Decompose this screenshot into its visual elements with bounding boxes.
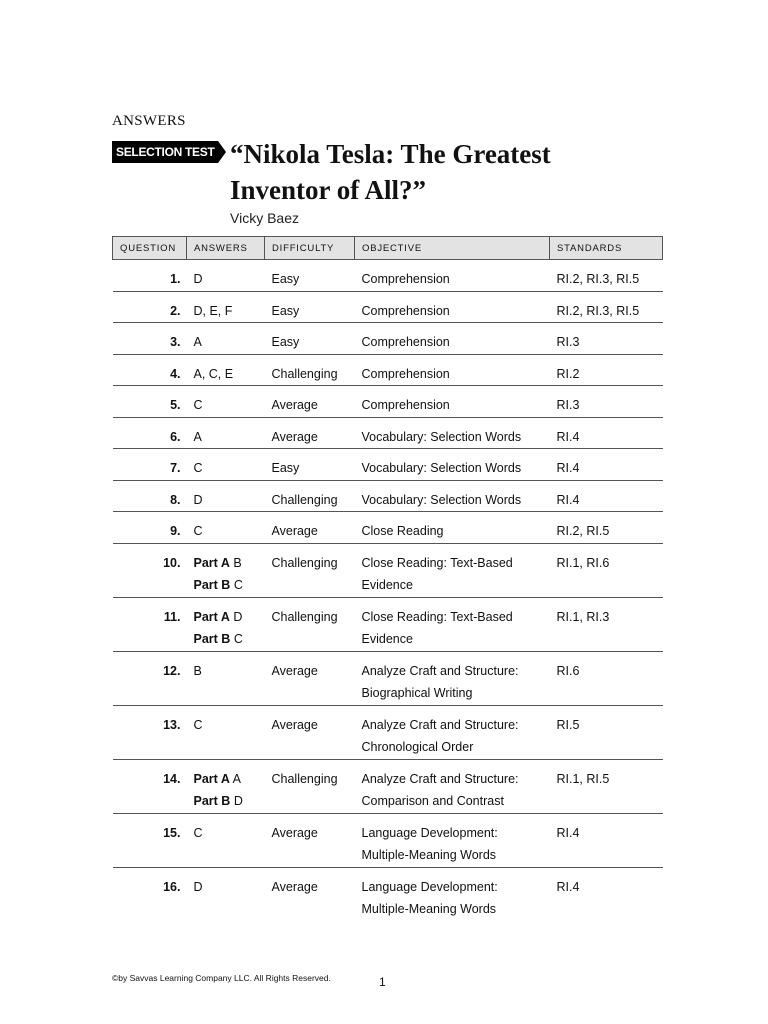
objective-line: Evidence [361,632,413,646]
difficulty-cell: Average [265,417,355,449]
answer-part-label: Part B [193,632,231,646]
question-number-cell: 12. [113,651,187,705]
difficulty-cell: Average [265,386,355,418]
difficulty-cell: Challenging [265,759,355,813]
difficulty-cell: Challenging [265,354,355,386]
answer-value: D, E, F [193,303,233,318]
answer-part-label: Part B [193,794,231,808]
answer-cell [187,597,265,651]
standards-cell: RI.5 [550,705,663,759]
objective-line: Analyze Craft and Structure: [361,771,519,786]
answer-cell [187,354,265,386]
answer-value: B [193,663,202,678]
title-line-1: “Nikola Tesla: The Greatest [230,139,551,169]
objective-line: Language Development: [361,825,498,840]
question-number-cell: 3. [113,323,187,355]
objective-cell [355,260,550,292]
objective-line: Close Reading: Text-Based [361,609,513,624]
tag-arrow-icon [218,141,226,163]
table-row [113,759,663,813]
selection-test-tag-label: SELECTION TEST [112,141,218,163]
answer-part-value: D [233,794,243,808]
answer-value: C [193,717,203,732]
question-number-cell: 4. [113,354,187,386]
objective-line: Language Development: [361,879,498,894]
objective-cell [355,512,550,544]
table-row [113,291,663,323]
answer-cell [187,759,265,813]
standards-cell: RI.3 [550,386,663,418]
difficulty-cell: Easy [265,449,355,481]
objective-line: Analyze Craft and Structure: [361,717,519,732]
difficulty-cell: Average [265,651,355,705]
question-number-cell: 14. [113,759,187,813]
question-number-cell: 6. [113,417,187,449]
objective-cell [355,323,550,355]
answer-cell [187,417,265,449]
page-number: 1 [379,975,386,989]
table-row [113,323,663,355]
answer-part-label: Part A [193,555,230,570]
answer-cell [187,386,265,418]
objective-line: Biographical Writing [361,686,473,700]
question-number-cell: 5. [113,386,187,418]
objective-cell [355,449,550,481]
answer-value: C [193,524,203,538]
answer-value: C [193,825,203,840]
objective-line: Comprehension [361,303,450,318]
standards-cell: RI.4 [550,813,663,867]
objective-cell [355,651,550,705]
standards-cell: RI.1, RI.3 [550,597,663,651]
question-number-cell: 2. [113,291,187,323]
answer-part-value: C [233,578,243,592]
objective-line: Analyze Craft and Structure: [361,663,519,678]
table-row [113,867,663,921]
difficulty-cell: Challenging [265,543,355,597]
standards-cell: RI.2 [550,354,663,386]
objective-cell [355,813,550,867]
table-row [113,705,663,759]
objective-line: Multiple-Meaning Words [361,902,497,916]
difficulty-cell: Average [271,879,318,894]
question-number-cell: 1. [113,260,187,292]
answer-value: C [193,461,203,475]
difficulty-cell: Challenging [265,480,355,512]
answer-part-value: A [232,771,241,786]
standards-cell: RI.4 [550,449,663,481]
objective-line: Chronological Order [361,740,474,754]
standards-cell: RI.4 [550,480,663,512]
difficulty-cell: Average [265,512,355,544]
question-number-cell: 9. [113,512,187,544]
table-row [113,260,663,292]
answer-cell [187,480,265,512]
standards-cell: RI.4 [550,417,663,449]
question-number-cell: 15. [113,813,187,867]
answer-cell [187,813,265,867]
author-name: Vicky Baez [230,210,299,226]
question-number-cell: 8. [113,480,187,512]
answer-value: C [193,398,203,412]
answer-value: A [193,429,202,444]
answer-part-value: B [233,555,242,570]
difficulty-cell: Easy [265,260,355,292]
question-number-cell: 16. [163,879,181,894]
objective-cell [355,480,550,512]
standards-cell: RI.2, RI.3, RI.5 [550,291,663,323]
column-header-objective: OBJECTIVE [355,237,550,260]
objective-line: Vocabulary: Selection Words [361,461,522,475]
objective-cell [355,354,550,386]
table-row [113,543,663,597]
table-row [113,449,663,481]
objective-line: Vocabulary: Selection Words [361,492,522,507]
title-line-2: Inventor of All?” [230,175,427,205]
objective-cell [355,543,550,597]
answer-cell [187,260,265,292]
standards-cell: RI.1, RI.6 [550,543,663,597]
answer-key-table [112,236,663,921]
section-label: ANSWERS [112,113,186,129]
objective-line: Multiple-Meaning Words [361,848,497,862]
difficulty-cell: Easy [265,291,355,323]
question-number-cell: 13. [113,705,187,759]
answer-cell [187,291,265,323]
objective-cell [355,597,550,651]
page-title [230,136,551,208]
answer-part-label: Part A [193,771,230,786]
table-header-row [113,237,663,260]
objective-line: Comprehension [361,272,450,286]
answer-cell [187,651,265,705]
question-number-cell: 7. [113,449,187,481]
answer-cell [187,512,265,544]
copyright-notice: ©by Savvas Learning Company LLC. All Rights Reserved. [112,973,331,983]
answer-cell [187,449,265,481]
column-header-question: QUESTION [113,237,187,260]
difficulty-cell: Average [265,705,355,759]
table-row [113,417,663,449]
question-number-cell: 11. [113,597,187,651]
question-number-cell: 10. [113,543,187,597]
objective-line: Close Reading: Text-Based [361,555,513,570]
standards-cell: RI.2, RI.5 [550,512,663,544]
difficulty-cell: Challenging [265,597,355,651]
table-row [113,354,663,386]
column-header-difficulty: DIFFICULTY [265,237,355,260]
objective-cell [355,705,550,759]
standards-cell: RI.6 [550,651,663,705]
standards-cell: RI.1, RI.5 [550,759,663,813]
column-header-answers: ANSWERS [187,237,265,260]
answer-cell [187,705,265,759]
table-row [113,651,663,705]
objective-cell [355,867,550,921]
answer-part-label: Part B [193,578,231,592]
answer-value: D [193,272,203,286]
objective-line: Comprehension [361,398,450,412]
objective-cell [355,386,550,418]
table-row [113,386,663,418]
objective-line: Comparison and Contrast [361,794,504,808]
answer-cell [187,543,265,597]
objective-cell [355,291,550,323]
objective-line: Vocabulary: Selection Words [361,429,522,444]
table-row [113,480,663,512]
objective-line: Close Reading [361,524,444,538]
standards-cell: RI.4 [556,879,580,894]
answer-value: D [193,492,203,507]
standards-cell: RI.2, RI.3, RI.5 [550,260,663,292]
answer-cell [187,867,265,921]
answer-part-value: D [233,609,243,624]
answer-value: A [193,335,202,349]
table-row [113,512,663,544]
answer-value: D [193,879,203,894]
table-row [113,597,663,651]
answer-value: A, C, E [193,366,234,381]
answer-part-value: C [233,632,243,646]
difficulty-cell: Average [265,813,355,867]
difficulty-cell: Easy [265,323,355,355]
table-row [113,813,663,867]
column-header-standards: STANDARDS [550,237,663,260]
objective-line: Comprehension [361,366,450,381]
objective-cell [355,417,550,449]
answer-cell [187,323,265,355]
answer-rows [113,260,663,921]
standards-cell: RI.3 [550,323,663,355]
objective-line: Comprehension [361,335,450,349]
answer-part-label: Part A [193,609,230,624]
objective-cell [355,759,550,813]
selection-test-tag [112,141,226,163]
objective-line: Evidence [361,578,413,592]
